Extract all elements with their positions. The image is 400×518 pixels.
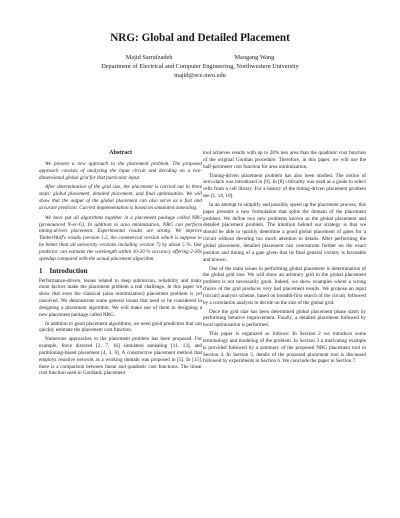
- abstract-heading: Abstract: [108, 149, 133, 156]
- paper-title: NRG: Global and Detailed Placement: [110, 32, 290, 44]
- body-paragraph: In an attempt to simplify and possibly speed up the placement process, this paper presents a new formulation that splits the domain of the placement problem. We define two new problems known as the global placement and detailed placement problem. The intuition behind our strategy is that we should be able to quickly determine a good global placement of gates for a circuit without devoting too much attention to details. After performing the global placement, detailed placement can concentrate further on the exact position and timing of a gate given that its final general vicinity is favorable and known.: [203, 201, 366, 263]
- section-number: 1: [39, 266, 43, 275]
- email: majid@ece.nwu.edu: [174, 71, 226, 79]
- abstract-paragraph: We present a new approach to the placement problem. The proposed approach consists of analyzing the input circuit and deciding on a two-dimensional global grid for that particular input.: [39, 160, 202, 181]
- section-title: Introduction: [49, 266, 88, 275]
- body-paragraph: In addition to good placement algorithms, we need good predictors that can quickly estimate the placement cost function.: [39, 320, 202, 334]
- abstract-paragraph: After determination of the grid size, the placement is carried out in three steps: global placement, detailed placement, and final optimization. We will show that the output of the global placement can also serve as a fast and accurate predictor. Current implementation is based on simulated annealing.: [39, 184, 202, 211]
- affiliation: Department of Electrical and Computer Engineering, Northwestern University: [101, 62, 299, 70]
- body-paragraph: This paper is organized as follows: In Section 2 we introduce some terminology and modeling of the problem. In Section 3 a motivating example is provided followed by a summary of the proposed NRG placement tool in Section 4. In Section 5, details of the proposed placement tool is discussed followed by experiments in Section 6. We conclude the paper in Section 7.: [203, 331, 366, 365]
- body-paragraph: Numerous approaches to the placement problem has been proposed. For example, force directed [2, 7, 16] simulated annealing [11, 13], and partitioning-based placement [4, 3, 6]. A constructive placement method that employs resistive network as a working domain was proposed in [5]. In [15], there is a comparison between linear and quadratic cost functions. The linear cost function used in GordianL placement: [39, 336, 202, 377]
- author-names: [0, 54, 400, 63]
- section-heading: [39, 268, 202, 275]
- body-paragraph: One of the main issues in performing global placement is determination of the global grid size. We will show an arbitrary grid in the global placement problem is not necessarily good. Indeed, we show examples where a wrong choice of the grid produces very bad placement results. We propose an input (circuit) analysis scheme, based on breadth-first search of the circuit, followed by a correlation analysis to decide on the size of the global grid.: [203, 265, 366, 306]
- body-paragraph: tool achieves results with up to 20% less area than the quadratic cost function of the original Gordian procedure. Therefore, in this paper, we will use the half-perimeter cost function for area minimization.: [203, 150, 366, 170]
- author-name: Maogang Wang: [234, 54, 275, 61]
- body-paragraph: Once the grid size has been determined global placement phase starts by performing iterative improvement. Finally, a detailed placement followed by local optimization is performed.: [203, 308, 366, 329]
- abstract: [39, 161, 202, 263]
- author-block: [0, 54, 400, 80]
- author-name: Majid Sarrafzadeh: [125, 54, 173, 61]
- body-paragraph: Timing-driven placement problem has also been studied. The notion of zero-slack was introduced in [9]. In [8] criticality was used as a guide to select cells from a cell library. For a history of the timing-driven placement problem see [1, 14, 10].: [203, 172, 366, 200]
- abstract-paragraph: We have put all algorithms together in a placement package called NRG (pronounced N-er-G). In addition to area minimization, NRG can perform timing-driven placement. Experimental results are strong. We improve TimberWolf's results (version 1.2, the commercial version which is suppose to be better than all university versions including version 7) by about 5 %. Our predictor can estimate the wirelength within 10-20 % accuracy offering 2-20x speedup compared with the actual placement algorithm.: [39, 214, 202, 262]
- right-column: [203, 150, 366, 367]
- left-column: [39, 150, 202, 379]
- body-paragraph: Performance-driven, issues related to deep submicron, reliability and many more factors make the placement problem a real challenge. In this paper we show that even the classical (area minimization) placement problem is yet unsolved. We demonstrate some general issues that need to be considered in designing a placement algorithm. We will make use of them in designing a new placement package called NRG.: [39, 277, 202, 318]
